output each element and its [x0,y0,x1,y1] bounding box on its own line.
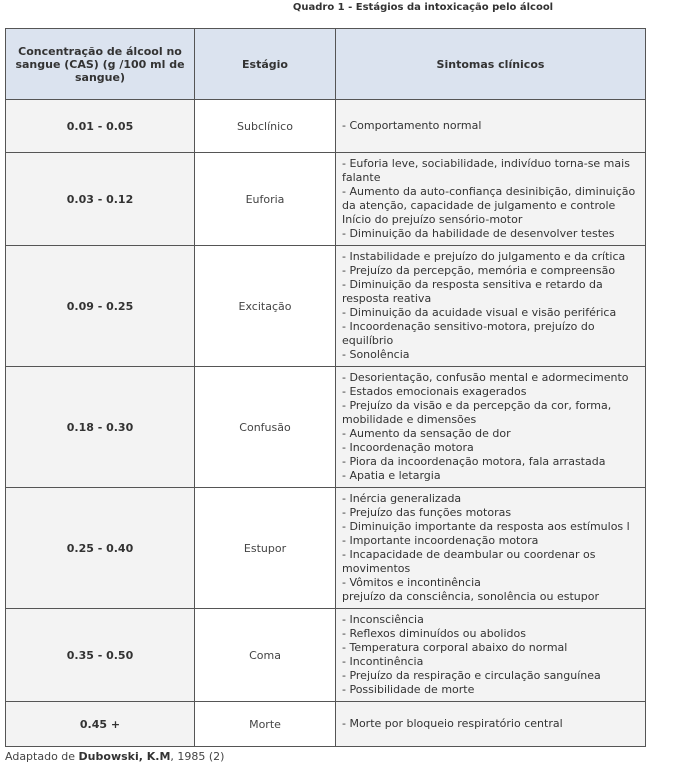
footnote-suffix: , 1985 (2) [170,750,225,763]
table-row [6,367,646,488]
intoxication-stages-table [5,28,646,747]
symptom-line: Início do prejuízo sensório-motor [342,212,523,226]
symptom-line: - Euforia leve, sociabilidade, indivíduo torna-se mais falante [342,157,630,185]
symptom-line: - Desorientação, confusão mental e adormecimento [342,371,629,385]
symptom-line: - Sonolência [342,347,410,361]
stage-cell: Morte [195,702,336,747]
table-row [6,488,646,609]
header-row [6,29,646,100]
header-stage: Estágio [195,29,336,100]
symptom-line: prejuízo da consciência, sonolência ou estupor [342,589,600,603]
symptom-line: - Instabilidade e prejuízo do julgamento e da crítica [342,250,626,264]
symptom-line: - Aumento da auto-confiança desinibição, diminuição da atenção, capacidade de julgamento e controle [342,185,636,212]
symptoms-cell [336,488,646,609]
stage-cell: Estupor [195,488,336,609]
concentration-cell: 0.09 - 0.25 [6,246,195,367]
symptom-line: - Inércia generalizada [342,492,462,506]
symptom-line: - Diminuição importante da resposta aos estímulos l [342,520,630,534]
symptoms-cell [336,153,646,246]
concentration-cell: 0.25 - 0.40 [6,488,195,609]
symptom-line: - Prejuízo das funções motoras [342,506,512,520]
stage-cell: Euforia [195,153,336,246]
symptom-line: - Reflexos diminuídos ou abolidos [342,627,526,641]
table-caption: Quadro 1 - Estágios da intoxicação pelo álcool [292,2,554,13]
symptoms-cell [336,367,646,488]
symptom-line: - Prejuízo da visão e da percepção da cor, forma, mobilidade e dimensões [342,399,612,427]
footnote-author: Dubowski, K.M [78,750,171,763]
symptom-line: - Temperatura corporal abaixo do normal [342,641,568,655]
stage-cell: Subclínico [195,100,336,153]
symptoms-cell [336,702,646,747]
table-row [6,100,646,153]
concentration-cell: 0.01 - 0.05 [6,100,195,153]
footnote-prefix: Adaptado de [5,750,79,763]
symptom-line: - Diminuição da acuidade visual e visão periférica [342,306,617,319]
source-footnote [5,750,224,763]
symptom-line: - Incapacidade de deambular ou coordenar os movimentos [342,548,596,575]
symptom-line: - Incoordenação sensitivo-motora, prejuízo do equilíbrio [342,319,595,347]
symptoms-cell [336,100,646,153]
symptom-line: - Vômitos e incontinência [342,575,481,589]
concentration-cell: 0.35 - 0.50 [6,609,195,702]
symptom-line: - Inconsciência [342,613,424,627]
symptom-line: - Importante incoordenação motora [342,534,539,548]
header-symptoms: Sintomas clínicos [336,29,646,100]
symptom-line: - Morte por bloqueio respiratório central [342,717,563,731]
stage-cell: Excitação [195,246,336,367]
symptom-line: - Incoordenação motora [342,440,474,454]
concentration-cell: 0.03 - 0.12 [6,153,195,246]
table-row [6,702,646,747]
symptom-line: - Diminuição da resposta sensitiva e retardo da resposta reativa [342,278,603,306]
stage-cell: Coma [195,609,336,702]
symptoms-cell [336,246,646,367]
symptom-line: - Diminuição da habilidade de desenvolver testes [342,226,615,240]
table-row [6,609,646,702]
symptom-line: - Incontinência [342,655,424,668]
stage-cell: Confusão [195,367,336,488]
symptom-line: - Estados emocionais exagerados [342,385,527,399]
symptom-line: - Prejuízo da respiração e circulação sanguínea [342,668,601,682]
symptom-line: - Comportamento normal [342,119,482,133]
table-row [6,153,646,246]
symptom-line: - Piora da incoordenação motora, fala arrastada [342,454,606,468]
concentration-cell: 0.45 + [6,702,195,747]
table-row [6,246,646,367]
header-concentration: Concentração de álcool no sangue (CAS) (g /100 ml de sangue) [6,29,195,100]
symptom-line: - Aumento da sensação de dor [342,427,511,440]
symptom-line: - Prejuízo da percepção, memória e compreensão [342,264,616,278]
symptoms-cell [336,609,646,702]
concentration-cell: 0.18 - 0.30 [6,367,195,488]
symptom-line: - Possibilidade de morte [342,682,475,696]
symptom-line: - Apatia e letargia [342,468,441,482]
